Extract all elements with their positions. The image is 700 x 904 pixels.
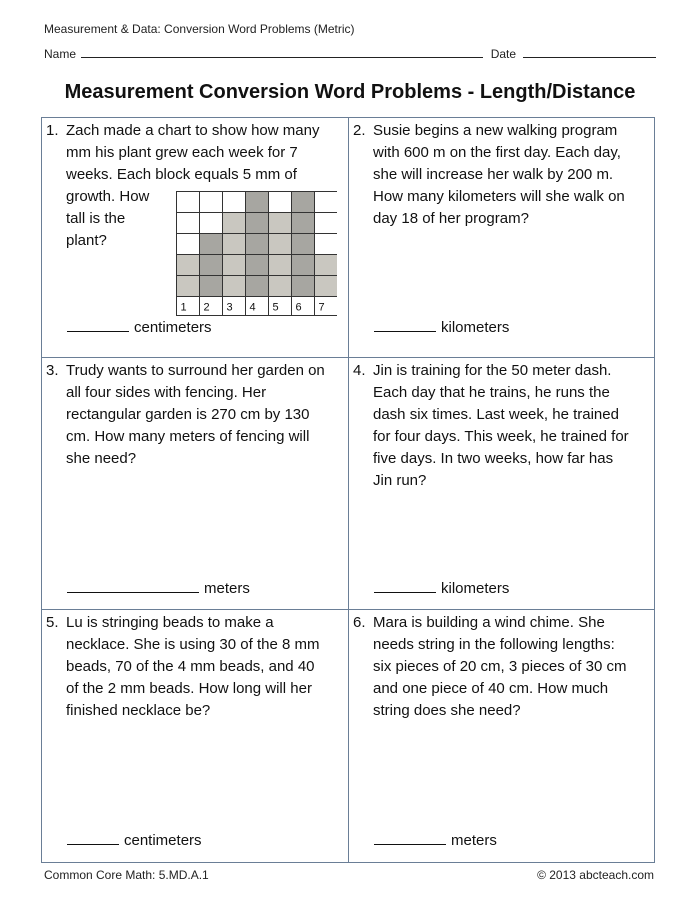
problem-line: Jin run? xyxy=(373,472,427,489)
problem-line: Susie begins a new walking program xyxy=(373,122,618,139)
growth-block-filled xyxy=(200,276,223,297)
growth-block-empty xyxy=(223,192,246,213)
growth-block-filled xyxy=(315,276,338,297)
name-label: Name xyxy=(44,47,77,61)
growth-block-filled xyxy=(292,255,315,276)
growth-block-empty xyxy=(315,192,338,213)
growth-block-filled xyxy=(200,255,223,276)
growth-block-chart xyxy=(176,191,337,316)
growth-block-empty xyxy=(177,234,200,255)
problem-line: Trudy wants to surround her garden on xyxy=(66,362,325,379)
growth-block-empty xyxy=(200,192,223,213)
problem-line: weeks. Each block equals 5 mm of xyxy=(66,166,297,183)
growth-block-filled xyxy=(223,255,246,276)
week-tick-label: 6 xyxy=(295,301,302,314)
answer-blank[interactable] xyxy=(374,579,436,593)
name-field[interactable] xyxy=(81,48,483,58)
answer-blank[interactable] xyxy=(374,831,446,845)
problem-line: day 18 of her program? xyxy=(373,210,529,227)
problem-line: needs string in the following lengths: xyxy=(373,636,615,653)
growth-block-filled xyxy=(269,255,292,276)
answer-blank[interactable] xyxy=(67,831,119,845)
problem-number: 4. xyxy=(353,362,366,379)
problem-line: tall is the xyxy=(66,210,126,227)
problem-line: beads, 70 of the 4 mm beads, and 40 xyxy=(66,658,315,675)
growth-block-empty xyxy=(315,234,338,255)
footer-copyright: © 2013 abcteach.com xyxy=(537,868,654,882)
problem-line: How many kilometers will she walk on xyxy=(373,188,625,205)
problem-line: rectangular garden is 270 cm by 130 xyxy=(66,406,310,423)
problem-line: with 600 m on the first day. Each day, xyxy=(373,144,621,161)
answer-unit: meters xyxy=(451,832,497,849)
answer-unit: kilometers xyxy=(441,580,510,597)
growth-block-filled xyxy=(315,255,338,276)
growth-block-filled xyxy=(246,213,269,234)
growth-block-filled xyxy=(292,276,315,297)
problem-6-answer xyxy=(374,831,497,849)
answer-blank[interactable] xyxy=(67,318,129,332)
problem-number: 1. xyxy=(46,122,59,139)
problem-1-cell xyxy=(42,118,348,357)
problem-line: growth. How xyxy=(66,188,150,205)
growth-block-empty xyxy=(315,213,338,234)
problem-line: plant? xyxy=(66,232,107,249)
week-tick-label: 3 xyxy=(226,301,233,314)
problem-line: five days. In two weeks, how far has xyxy=(373,450,614,467)
growth-block-empty xyxy=(177,213,200,234)
growth-block-filled xyxy=(269,234,292,255)
answer-unit: centimeters xyxy=(124,832,202,849)
growth-block-filled xyxy=(223,213,246,234)
problem-line: mm his plant grew each week for 7 xyxy=(66,144,298,161)
problem-line: she will increase her walk by 200 m. xyxy=(373,166,614,183)
answer-unit: centimeters xyxy=(134,319,212,336)
growth-block-filled xyxy=(223,234,246,255)
problem-5-answer xyxy=(67,831,202,849)
problem-line: and one piece of 40 cm. How much xyxy=(373,680,609,697)
worksheet-subtitle: Measurement & Data: Conversion Word Problems (Metric) xyxy=(44,22,355,36)
growth-block-filled xyxy=(269,276,292,297)
week-tick-label: 2 xyxy=(203,301,210,314)
growth-block-filled xyxy=(292,192,315,213)
problem-line: dash six times. Last week, he trained xyxy=(373,406,619,423)
problem-2-text xyxy=(353,120,625,230)
problem-line: finished necklace be? xyxy=(66,702,211,719)
week-tick-label: 4 xyxy=(249,301,256,314)
problem-number: 6. xyxy=(353,614,366,631)
problem-6-cell xyxy=(349,610,654,862)
date-field[interactable] xyxy=(523,48,656,58)
problem-line: string does she need? xyxy=(373,702,521,719)
problem-4-answer xyxy=(374,579,509,597)
problem-number: 5. xyxy=(46,614,59,631)
growth-block-filled xyxy=(246,276,269,297)
growth-block-filled xyxy=(246,192,269,213)
problem-grid xyxy=(41,117,655,863)
growth-block-empty xyxy=(269,192,292,213)
answer-unit: kilometers xyxy=(441,319,510,336)
footer-standard: Common Core Math: 5.MD.A.1 xyxy=(44,868,209,882)
problem-line: Each day that he trains, he runs the xyxy=(373,384,610,401)
problem-line: Mara is building a wind chime. She xyxy=(373,614,605,631)
growth-block-filled xyxy=(246,255,269,276)
problem-line: all four sides with fencing. Her xyxy=(66,384,267,401)
growth-block-filled xyxy=(223,276,246,297)
answer-blank[interactable] xyxy=(374,318,436,332)
problem-line: of the 2 mm beads. How long will her xyxy=(66,680,312,697)
growth-block-filled xyxy=(269,213,292,234)
problem-4-text xyxy=(353,360,629,492)
problem-5-cell xyxy=(42,610,348,862)
problem-line: six pieces of 20 cm, 3 pieces of 30 cm xyxy=(373,658,627,675)
week-tick-label: 1 xyxy=(180,301,187,314)
problem-line: for four days. This week, he trained for xyxy=(373,428,629,445)
problem-5-text xyxy=(46,612,319,722)
growth-chart-svg xyxy=(176,191,337,316)
growth-block-empty xyxy=(200,213,223,234)
problem-line: Lu is stringing beads to make a xyxy=(66,614,274,631)
problem-2-cell xyxy=(349,118,654,357)
growth-block-filled xyxy=(177,255,200,276)
name-date-line xyxy=(44,47,656,61)
page-title: Measurement Conversion Word Problems - Length/Distance xyxy=(64,81,636,103)
problem-line: Jin is training for the 50 meter dash. xyxy=(373,362,612,379)
growth-block-filled xyxy=(292,213,315,234)
date-label: Date xyxy=(490,47,517,61)
week-tick-label: 5 xyxy=(272,301,279,314)
problem-line: she need? xyxy=(66,450,137,467)
problem-1-answer xyxy=(67,318,212,336)
problem-line: Zach made a chart to show how many xyxy=(66,122,320,139)
growth-block-filled xyxy=(177,276,200,297)
growth-block-empty xyxy=(177,192,200,213)
problem-number: 3. xyxy=(46,362,59,379)
problem-number: 2. xyxy=(353,122,366,139)
growth-block-filled xyxy=(292,234,315,255)
problem-2-answer xyxy=(374,318,509,336)
problem-line: cm. How many meters of fencing will xyxy=(66,428,310,445)
problem-6-text xyxy=(353,612,626,722)
problem-4-cell xyxy=(349,358,654,609)
problem-3-cell xyxy=(42,358,348,609)
problem-line: necklace. She is using 30 of the 8 mm xyxy=(66,636,320,653)
week-tick-label: 7 xyxy=(318,301,325,314)
growth-block-filled xyxy=(200,234,223,255)
answer-unit: meters xyxy=(204,580,250,597)
answer-blank[interactable] xyxy=(67,579,199,593)
problem-3-answer xyxy=(67,579,250,597)
problem-3-text xyxy=(46,360,325,470)
growth-block-filled xyxy=(246,234,269,255)
